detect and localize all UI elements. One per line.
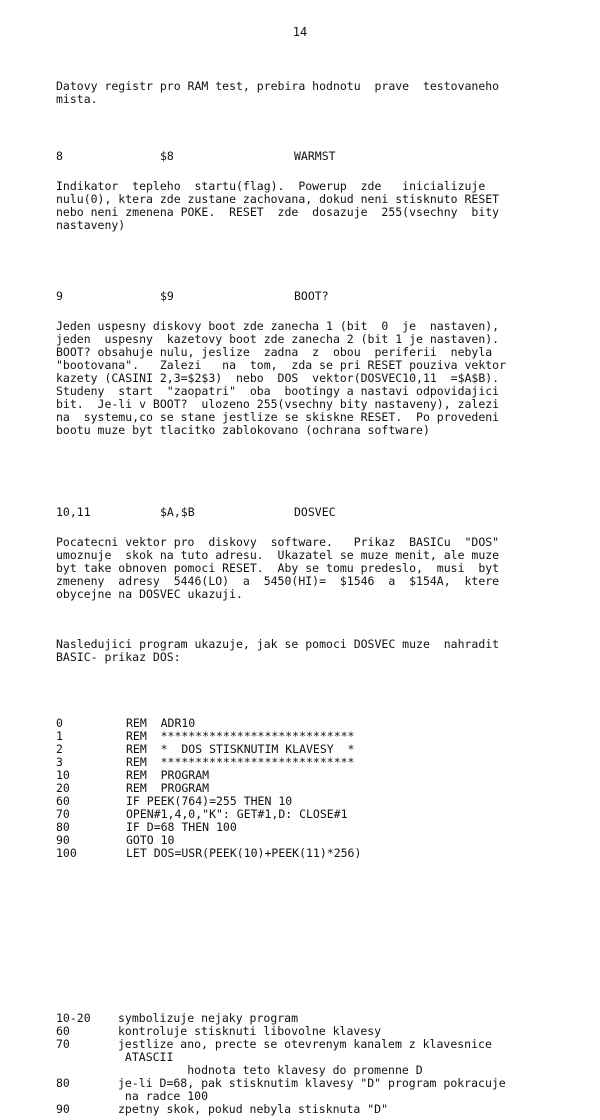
line-number: 100 [56,846,77,860]
note-text: jestlize ano, precte se otevrenym kanalem z klavesnice [118,1037,492,1051]
code-line [56,847,584,860]
entry-description-dosvec: Pocatecni vektor pro diskovy software. Prikaz BASICu "DOS" umoznuje skok na tuto adresu. Ukazatel se muze menit, ale muze byt take obnoven pomoci RESET. Aby se tomu predeslo, musi byt zmeneny adresy 5446(LO) a 5450(HI)= $1546 a $154A, ktere obycejne na DOSVEC ukazuji. [56,535,500,601]
note-line [56,1103,584,1116]
entry-hex-address: $A,$B [160,505,195,519]
entry-description-warmst: Indikator tepleho startu(flag). Powerup zde inicializuje nulu(0), ktera zde zustane zachovana, dokud neni stisknuto RESET nebo neni zmenena POKE. RESET zde dosazuje 255(vsechny bity nastaveny) [56,179,500,232]
line-source: REM ADR10 [126,716,196,730]
line-source: REM * DOS STISKNUTIM KLAVESY * [126,742,355,756]
line-number: 0 [56,716,63,730]
note-line-ref: 10-20 [56,1011,91,1025]
entry-header-warmst [56,150,584,164]
page-number: 14 [292,25,308,39]
note-line-ref: 90 [56,1102,70,1116]
note-line-ref: 80 [56,1076,70,1090]
line-source: REM PROGRAM [126,781,210,795]
entry-description-boot: Jeden uspesny diskovy boot zde zanecha 1 (bit 0 je nastaven), jeden uspesny kazetovy boot zde zanecha 2 (bit 1 je nastaven). BOOT? obsahuje nulu, jeslize zadna z obou periferii nebyla "bootovana". Zalezi na tom, zda se pri RESET pouziva vektor kazety (CASINI 2,3=$2$3) nebo DOS vektor(DOSVEC10,11 =$A$B). Studeny start "zaopatri" oba bootingy a nastavi odpovidajici bit. Je-li v BOOT? ulozeno 255(vsechny bity nastaveny), zalezi na systemu,co se stane jestlize se skiskne RESET. Po provedeni bootu muze byt tlacitko zablokovano (ochrana software) [56,319,507,437]
entry-decimal-address: 8 [56,149,63,163]
program-intro-paragraph: Nasledujici program ukazuje, jak se pomoci DOSVEC muze nahradit BASIC- prikaz DOS: [56,637,500,664]
line-source: GOTO 10 [126,833,175,847]
entry-label: BOOT? [294,289,329,303]
note-text: zpetny skok, pokud nebyla stisknuta "D" [118,1102,389,1116]
entry-hex-address: $9 [160,289,174,303]
note-text: ATASCII [118,1050,174,1064]
line-number: 20 [56,781,70,795]
entry-hex-address: $8 [160,149,174,163]
note-text: hodnota teto klavesy do promenne D [118,1063,423,1077]
note-line-ref: 70 [56,1037,70,1051]
note-text: symbolizuje nejaky program [118,1011,299,1025]
line-source: REM **************************** [126,729,355,743]
note-line-ref: 60 [56,1024,70,1038]
intro-paragraph: Datovy registr pro RAM test, prebira hodnotu prave testovaneho mista. [56,79,500,106]
note-text: na radce 100 [118,1089,209,1103]
line-source: REM PROGRAM [126,768,210,782]
line-number: 80 [56,820,70,834]
entry-decimal-address: 9 [56,289,63,303]
note-text: kontroluje stisknuti libovolne klavesy [118,1024,382,1038]
entry-label: WARMST [294,149,336,163]
line-source: IF PEEK(764)=255 THEN 10 [126,794,293,808]
line-number: 10 [56,768,70,782]
line-source: LET DOS=USR(PEEK(10)+PEEK(11)*256) [126,846,362,860]
line-number: 3 [56,755,63,769]
entry-label: DOSVEC [294,505,336,519]
line-source: IF D=68 THEN 100 [126,820,237,834]
line-source: REM **************************** [126,755,355,769]
entry-header-boot [56,290,584,304]
line-number: 60 [56,794,70,808]
note-text: je-li D=68, pak stisknutim klavesy "D" program pokracuje [118,1076,506,1090]
line-number: 70 [56,807,70,821]
basic-program-listing [56,717,584,860]
program-notes [56,1012,584,1116]
entry-decimal-address: 10,11 [56,505,91,519]
line-number: 1 [56,729,63,743]
line-source: OPEN#1,4,0,"K": GET#1,D: CLOSE#1 [126,807,348,821]
line-number: 90 [56,833,70,847]
line-number: 2 [56,742,63,756]
entry-header-dosvec [56,506,584,520]
